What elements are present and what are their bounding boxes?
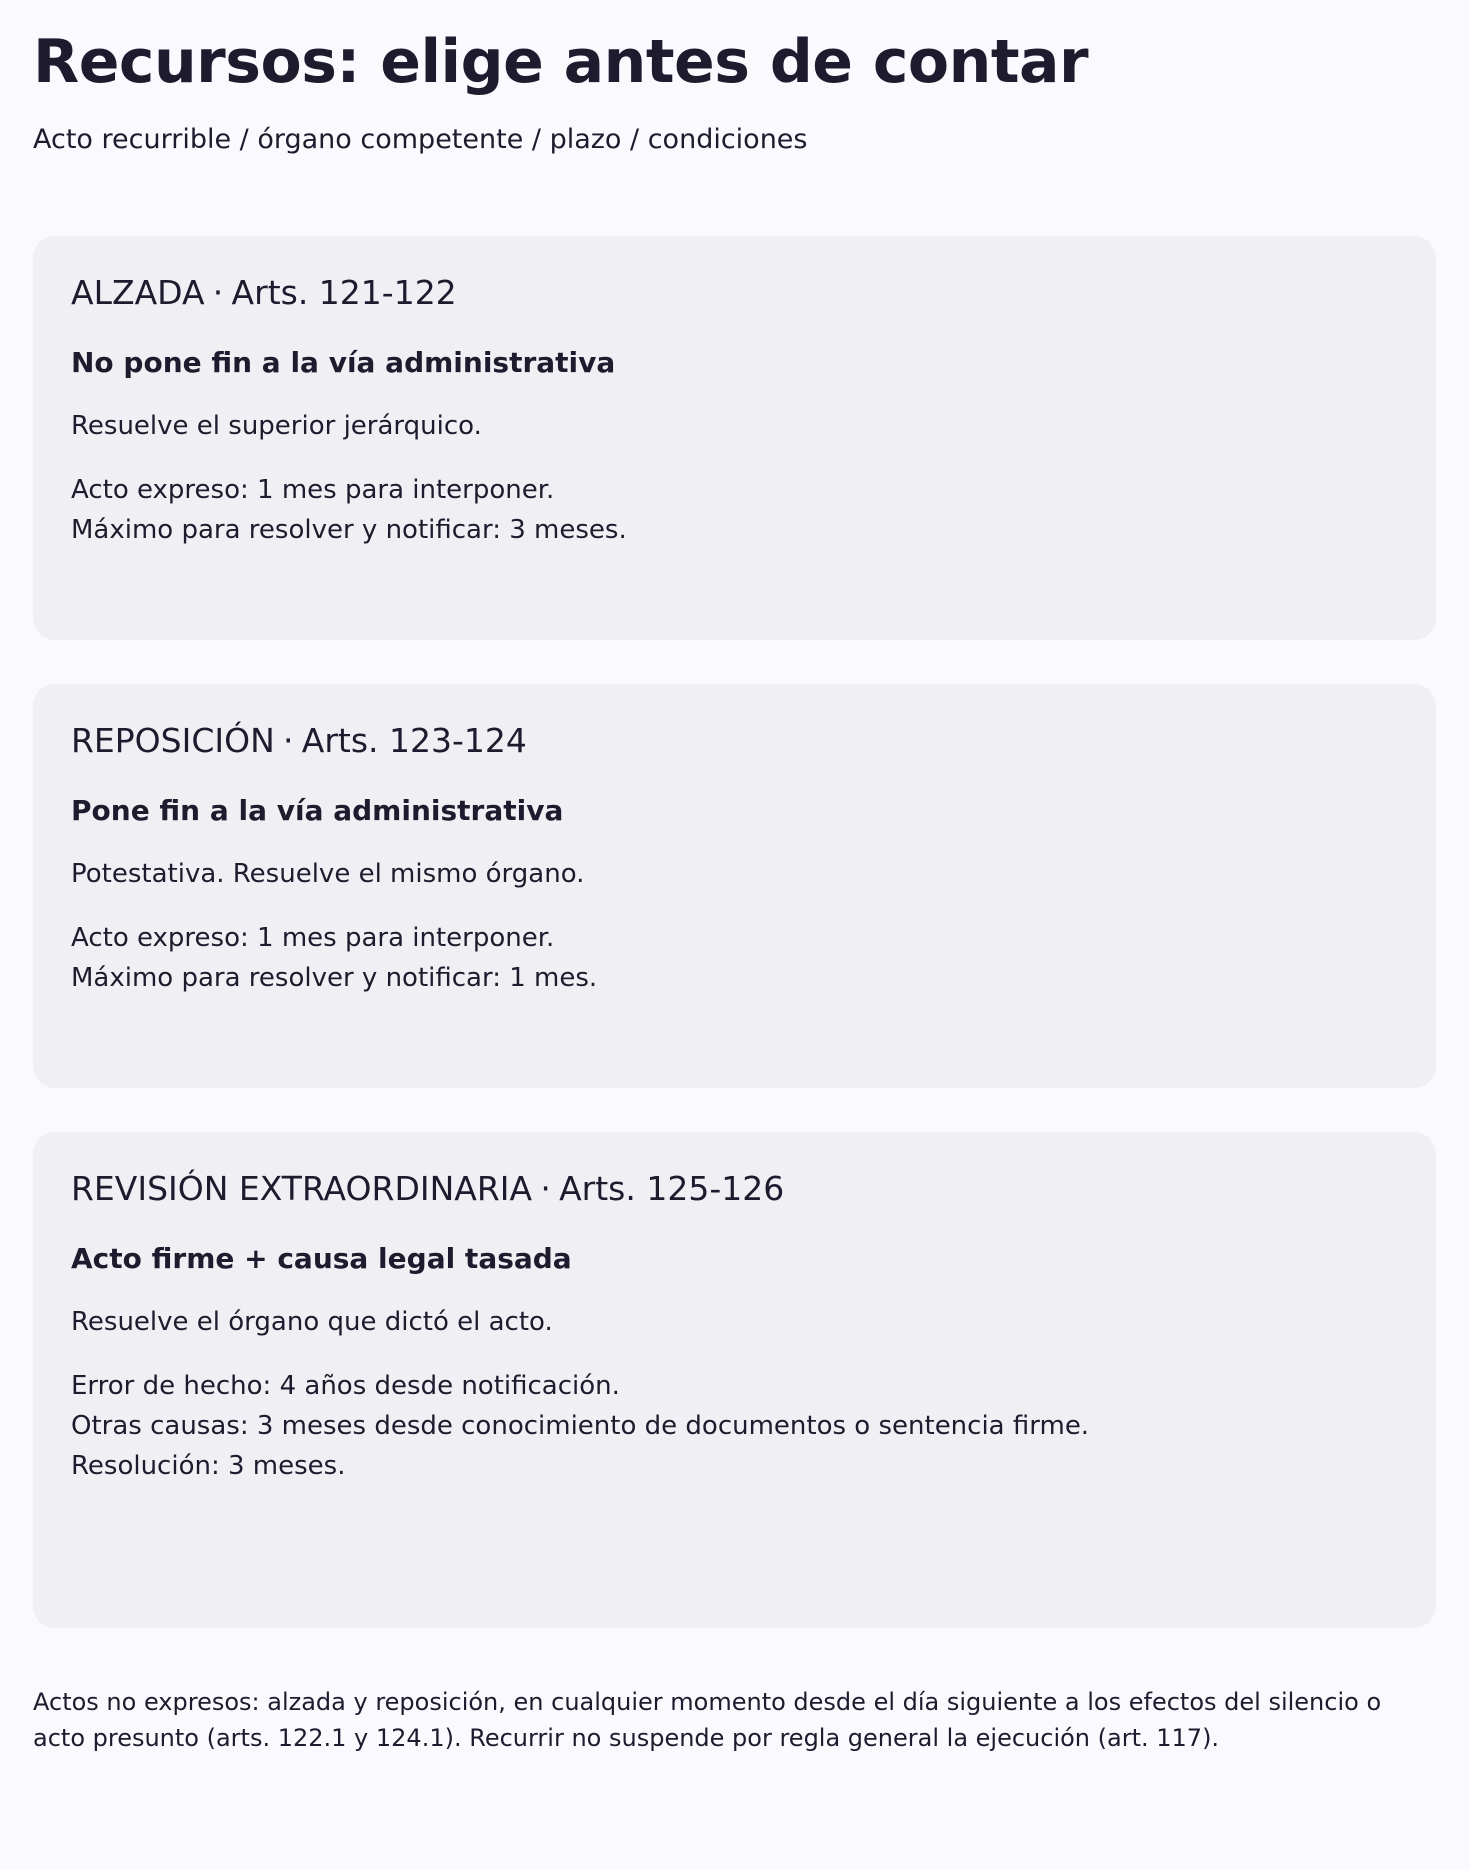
deadline-line: Acto expreso: 1 mes para interponer. (71, 923, 555, 953)
deadline-line: Error de hecho: 4 años desde notificación. (71, 1371, 620, 1401)
card-name: REPOSICIÓN (71, 721, 275, 760)
card-articles: Arts. 121-122 (231, 273, 457, 312)
page-subtitle: Acto recurrible / órgano competente / plazo / condiciones (33, 124, 808, 155)
deadline-line: Máximo para resolver y notificar: 3 meses. (71, 515, 627, 545)
card-description: Resuelve el superior jerárquico. (71, 411, 482, 441)
card-alzada (33, 236, 1436, 640)
heading-separator: · (283, 721, 294, 760)
card-subheading: No pone fin a la vía administrativa (71, 346, 616, 379)
card-revision-extraordinaria (33, 1132, 1436, 1628)
card-heading (71, 268, 457, 318)
card-subheading: Acto firme + causa legal tasada (71, 1242, 572, 1275)
card-name: ALZADA (71, 273, 205, 312)
heading-separator: · (540, 1169, 551, 1208)
card-deadlines (71, 918, 597, 998)
card-heading (71, 1164, 784, 1214)
card-reposicion (33, 684, 1436, 1088)
deadline-line: Otras causas: 3 meses desde conocimiento de documentos o sentencia firme. (71, 1411, 1090, 1441)
deadline-line: Resolución: 3 meses. (71, 1451, 346, 1481)
page-title: Recursos: elige antes de contar (33, 27, 1089, 97)
card-description: Resuelve el órgano que dictó el acto. (71, 1307, 553, 1337)
card-deadlines (71, 470, 627, 550)
card-articles: Arts. 125-126 (559, 1169, 785, 1208)
card-description: Potestativa. Resuelve el mismo órgano. (71, 859, 585, 889)
card-heading (71, 716, 527, 766)
card-subheading: Pone fin a la vía administrativa (71, 794, 564, 827)
footnote: Actos no expresos: alzada y reposición, en cualquier momento desde el día siguiente a los efectos del silencio o acto presunto (arts. 122.1 y 124.1). Recurrir no suspende por regla general la ejecución (art. 117). (33, 1688, 1382, 1752)
card-name: REVISIÓN EXTRAORDINARIA (71, 1169, 533, 1208)
card-deadlines (71, 1366, 1089, 1486)
heading-separator: · (212, 273, 224, 312)
deadline-line: Máximo para resolver y notificar: 1 mes. (71, 963, 598, 993)
deadline-line: Acto expreso: 1 mes para interponer. (71, 475, 555, 505)
card-articles: Arts. 123-124 (301, 721, 527, 760)
